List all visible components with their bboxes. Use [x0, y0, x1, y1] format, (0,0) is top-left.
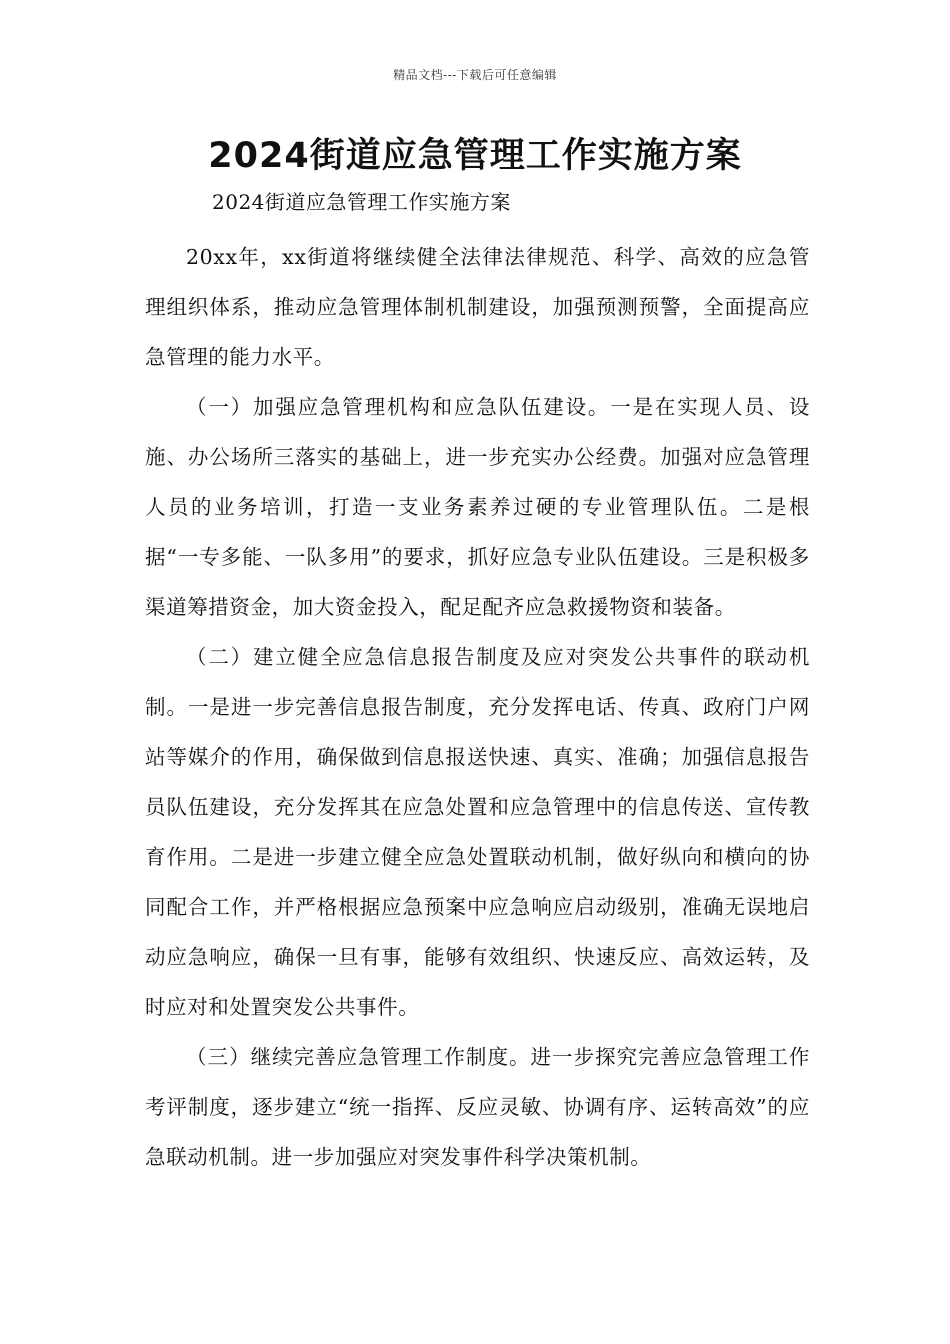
paragraph-intro: 20xx年，xx街道将继续健全法律法律规范、科学、高效的应急管理组织体系，推动应急管理体制机制建设，加强预测预警，全面提高应急管理的能力水平。 [145, 245, 810, 369]
paragraph-section-1: （一）加强应急管理机构和应急队伍建设。一是在实现人员、设施、办公场所三落实的基础上，进一步充实办公经费。加强对应急管理人员的业务培训，打造一支业务素养过硬的专业管理队伍。二是根据“一专多能、一队多用”的要求，抓好应急专业队伍建设。三是积极多渠道筹措资金，加大资金投入，配足配齐应急救援物资和装备。 [145, 395, 810, 619]
paragraph-section-3: （三）继续完善应急管理工作制度。进一步探究完善应急管理工作考评制度，逐步建立“统一指挥、反应灵敏、协调有序、运转高效”的应急联动机制。进一步加强应对突发事件科学决策机制。 [145, 1045, 810, 1169]
paragraph-section-2: （二）建立健全应急信息报告制度及应对突发公共事件的联动机制。一是进一步完善信息报告制度，充分发挥电话、传真、政府门户网站等媒介的作用，确保做到信息报送快速、真实、准确；加强信息报告员队伍建设，充分发挥其在应急处置和应急管理中的信息传送、宣传教育作用。二是进一步建立健全应急处置联动机制，做好纵向和横向的协同配合工作，并严格根据应急预案中应急响应启动级别，准确无误地启动应急响应，确保一旦有事，能够有效组织、快速反应、高效运转，及时应对和处置突发公共事件。 [145, 645, 810, 1019]
page-header: 精品文档---下载后可任意编辑 [393, 68, 557, 82]
document-body [145, 232, 810, 1182]
document-title: 2024街道应急管理工作实施方案 [208, 136, 742, 176]
document-subtitle: 2024街道应急管理工作实施方案 [212, 190, 511, 214]
